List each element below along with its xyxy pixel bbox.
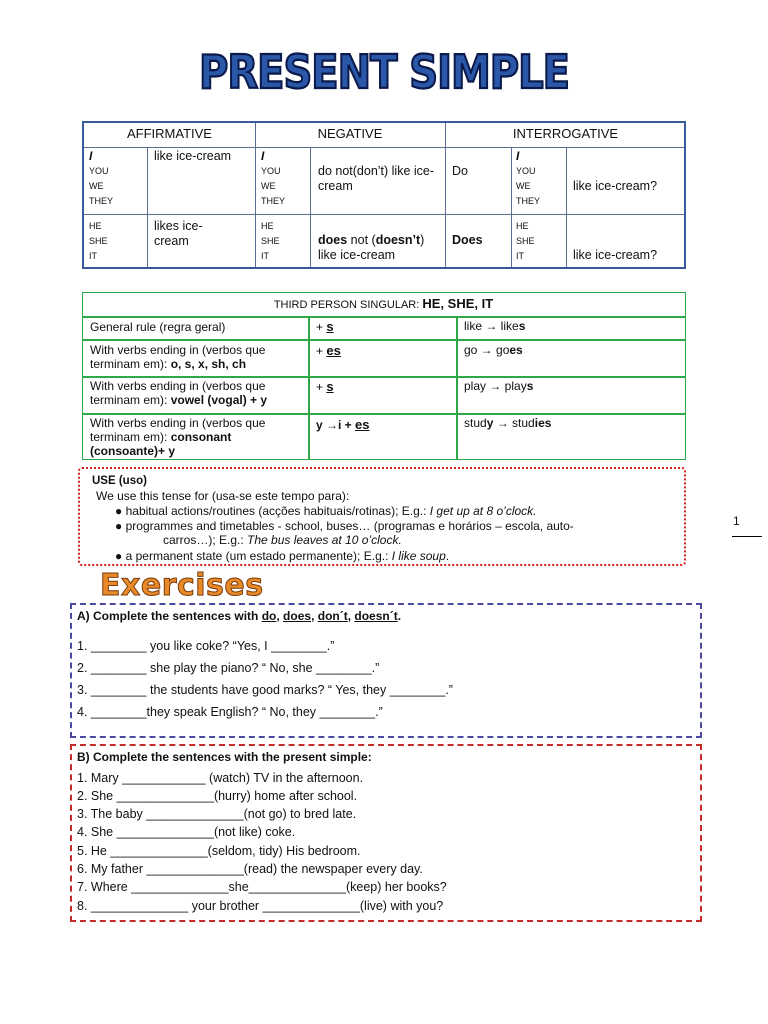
exercises-heading: Exercises [100,568,264,603]
example-studies: study → studies [464,416,552,430]
use-bullet-timetables-cont: carros…); E.g.: The bus leaves at 10 o’clock. [163,533,402,547]
exercise-b-line: 1. Mary ____________ (watch) TV in the afternoon. [77,771,364,785]
use-title: USE (uso) [92,475,147,487]
rule-consonant-y: With verbs ending in (verbos que terminam em): consonant (consoante)+ y [90,416,266,458]
use-bullet-timetables: ● programmes and timetables - school, buses… (programas e horários – escola, auto- [115,519,574,533]
rule-o-s-x-sh-ch: With verbs ending in (verbos que terminam em): o, s, x, sh, ch [90,343,266,371]
third-person-table [82,292,686,460]
aux-do: Do [452,164,468,178]
pronouns-group-2: HE SHE IT [89,221,108,261]
exercise-a-title: A) Complete the sentences with do, does, don´t, doesn´t. [77,609,402,623]
interrogative-plural: like ice-cream? [573,179,658,193]
rule-general: General rule (regra geral) [90,320,226,334]
affirmative-singular: likes ice-cream [154,219,203,248]
page-number-rule [732,536,762,537]
ending-s: + s [316,319,334,334]
exercise-a-line: 3. ________ the students have good marks? “ Yes, they ________.” [77,683,453,697]
page-number: 1 [733,514,740,528]
ending-s-2: + s [316,379,334,394]
exercise-b-line: 8. ______________ your brother ______________(live) with you? [77,899,444,913]
use-box [78,467,686,566]
ending-es: + es [316,343,341,358]
aux-does: Does [452,233,483,247]
exercise-b-title: B) Complete the sentences with the present simple: [77,750,372,764]
exercise-a-line: 1. ________ you like coke? “Yes, I ________.” [77,639,335,653]
example-likes: like → likes [464,319,526,333]
exercise-b-line: 5. He ______________(seldom, tidy) His bedroom. [77,844,361,858]
pronouns-group-2: HE SHE IT [516,221,535,261]
negative-plural: do not(don’t) like ice-cream [318,164,435,193]
page-title: PRESENT SIMPLE [199,46,569,100]
use-bullet-habitual: ● habitual actions/routines (acções habituais/rotinas); E.g.: I get up at 8 o’clock. [115,504,537,518]
affirmative-plural: like ice-cream [154,149,232,163]
exercise-b [70,744,702,922]
example-goes: go → goes [464,343,523,357]
exercise-a-line: 2. ________ she play the piano? “ No, she ________.” [77,661,380,675]
pronouns-group-2: HE SHE IT [261,221,280,261]
exercise-a [70,603,702,738]
third-person-header: THIRD PERSON SINGULAR: HE, SHE, IT [273,296,494,311]
exercise-b-line: 6. My father ______________(read) the newspaper every day. [77,862,423,876]
pronouns-group-1: I YOU WE THEY [89,149,114,206]
exercise-b-line: 2. She ______________(hurry) home after school. [77,789,358,803]
negative-singular: does not (doesn’t) like ice-cream [318,233,425,262]
use-intro: We use this tense for (usa-se este tempo para): [96,489,350,503]
exercise-b-line: 4. She ______________(not like) coke. [77,825,296,839]
ending-ies: y →i + es [316,417,370,432]
use-bullet-permanent: ● a permanent state (um estado permanente); E.g.: I like soup. [115,549,450,563]
exercise-b-line: 7. Where ______________she______________(keep) her books? [77,880,447,894]
header-interrogative: INTERROGATIVE [512,126,619,141]
exercise-a-line: 4. ________they speak English? “ No, they ________.” [77,705,383,719]
interrogative-singular: like ice-cream? [573,248,658,262]
rule-vowel-y: With verbs ending in (verbos que terminam em): vowel (vogal) + y [90,379,268,407]
header-affirmative: AFFIRMATIVE [127,126,212,141]
exercise-b-line: 3. The baby ______________(not go) to bred late. [77,807,357,821]
pronouns-group-1: I YOU WE THEY [261,149,286,206]
pronouns-group-1: I YOU WE THEY [516,149,541,206]
header-negative: NEGATIVE [317,126,383,141]
conjugation-table [82,121,686,269]
example-plays: play → plays [464,379,534,393]
